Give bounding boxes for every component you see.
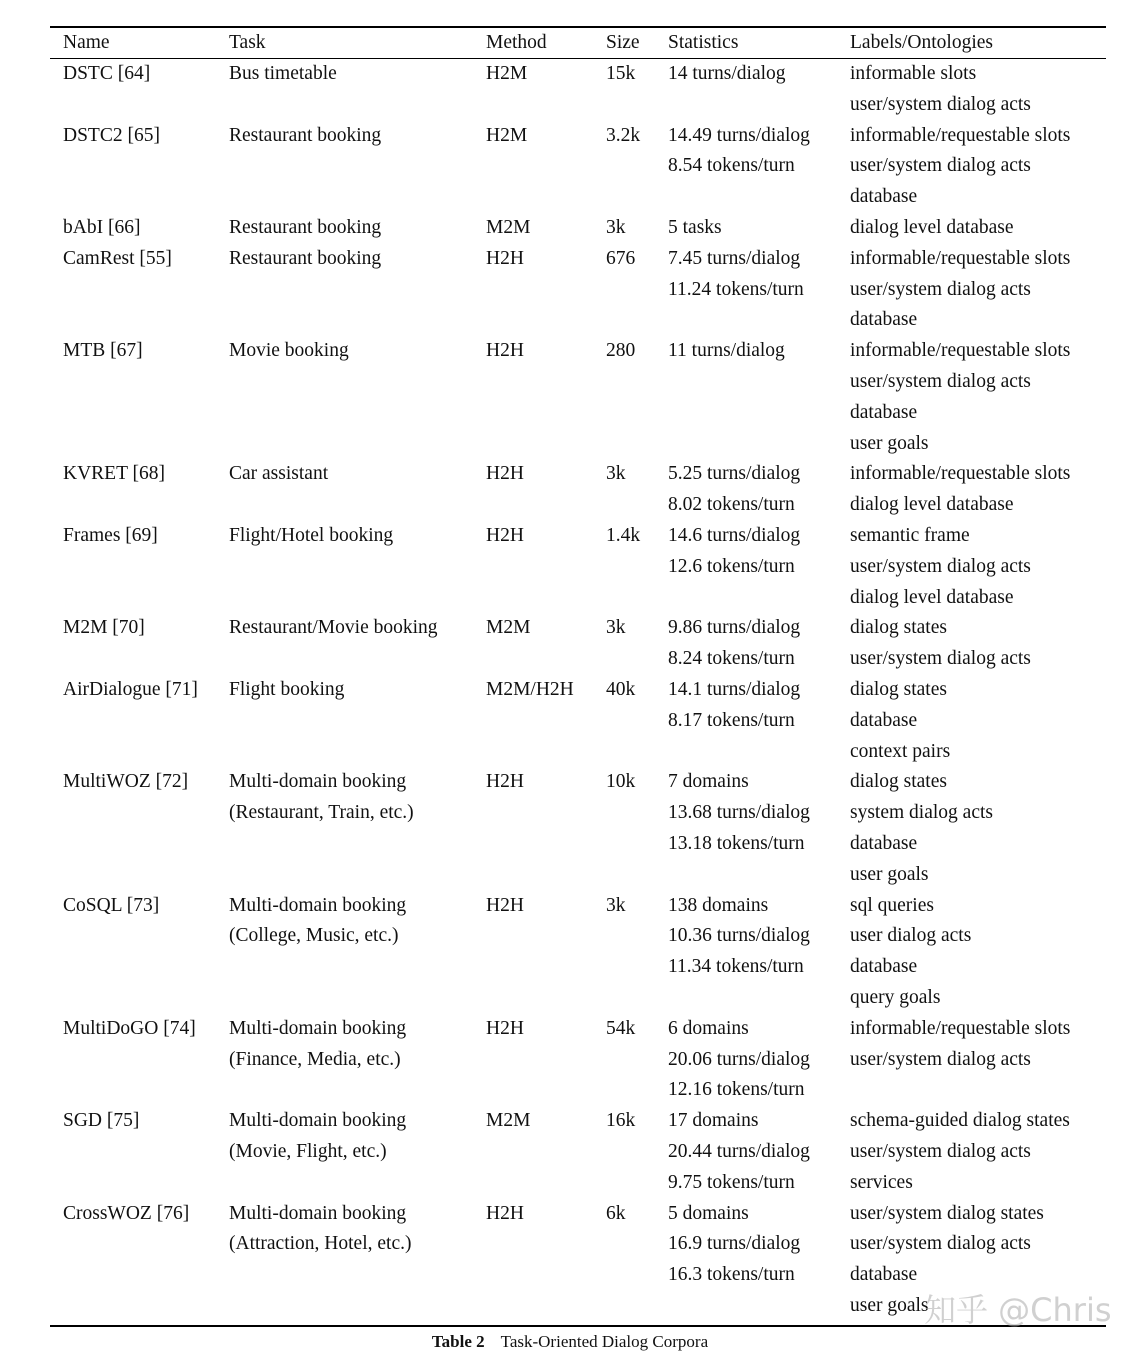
cell-size: 16k	[606, 1110, 636, 1132]
cell-labels-line: informable/requestable slots	[850, 124, 1071, 146]
cell-statistics-line: 138 domains	[668, 894, 769, 916]
cell-task-line: Multi-domain booking	[229, 894, 407, 916]
cell-statistics-line: 9.75 tokens/turn	[668, 1171, 795, 1193]
cell-labels-line: informable/requestable slots	[850, 247, 1071, 269]
cell-size: 54k	[606, 1017, 636, 1039]
cell-task	[229, 59, 337, 90]
cell-task-line: Multi-domain booking	[229, 1202, 407, 1224]
cell-task	[229, 336, 349, 367]
cell-statistics-line: 5 tasks	[668, 217, 722, 238]
cell-size: 280	[606, 340, 636, 362]
cell-labels-line: database	[850, 186, 918, 208]
cell-statistics-line: 11.34 tokens/turn	[668, 956, 804, 978]
cell-name: CamRest [55]	[63, 247, 172, 269]
cell-labels-line: user/system dialog acts	[850, 1233, 1031, 1255]
table-header-row	[0, 28, 1140, 58]
column-header-task: Task	[229, 32, 266, 53]
cell-method: H2H	[486, 1017, 524, 1039]
cell-labels-line: semantic frame	[850, 525, 970, 546]
cell-task	[229, 1106, 406, 1168]
cell-labels	[850, 336, 1070, 459]
cell-statistics	[668, 521, 800, 583]
table-row	[0, 244, 1140, 336]
cell-task-line: Restaurant booking	[229, 124, 382, 146]
cell-labels	[850, 59, 1031, 121]
cell-method: M2M	[486, 617, 531, 639]
cell-size: 3.2k	[606, 124, 641, 146]
column-header-name: Name	[63, 32, 110, 53]
cell-task-line: Car assistant	[229, 463, 329, 485]
cell-size: 3k	[606, 217, 626, 238]
table-row	[0, 1014, 1140, 1106]
cell-labels-line: dialog level database	[850, 586, 1014, 608]
cell-statistics-line: 20.06 turns/dialog	[668, 1048, 810, 1070]
cell-task	[229, 459, 328, 490]
cell-statistics-line: 10.36 turns/dialog	[668, 925, 810, 947]
cell-labels	[850, 767, 993, 890]
cell-labels-line: user goals	[850, 432, 929, 454]
cell-task-line: Flight/Hotel booking	[229, 525, 394, 546]
cell-labels-line: database	[850, 956, 918, 978]
cell-task	[229, 213, 381, 244]
cell-statistics	[668, 675, 800, 737]
cell-labels	[850, 675, 950, 767]
table-row	[0, 613, 1140, 675]
cell-task-line: (Movie, Flight, etc.)	[229, 1140, 387, 1162]
cell-statistics-line: 8.02 tokens/turn	[668, 494, 795, 516]
cell-labels-line: dialog states	[850, 617, 947, 639]
cell-labels	[850, 213, 1014, 244]
cell-statistics-line: 8.24 tokens/turn	[668, 648, 795, 670]
caption-text: Task-Oriented Dialog Corpora	[500, 1332, 709, 1351]
cell-size: 676	[606, 247, 636, 269]
cell-method: H2H	[486, 463, 524, 485]
cell-labels-line: database	[850, 309, 918, 331]
cell-size: 3k	[606, 894, 626, 916]
cell-method: M2M	[486, 217, 531, 238]
cell-task-line: (Restaurant, Train, etc.)	[229, 802, 414, 824]
cell-task-line: Restaurant/Movie booking	[229, 617, 438, 639]
cell-statistics-line: 13.18 tokens/turn	[668, 832, 805, 854]
cell-labels-line: user/system dialog acts	[850, 648, 1031, 670]
cell-task-line: (Finance, Media, etc.)	[229, 1048, 401, 1070]
cell-task-line: Multi-domain booking	[229, 1110, 407, 1132]
cell-method: H2M	[486, 124, 528, 146]
cell-statistics	[668, 213, 722, 244]
cell-statistics-line: 7 domains	[668, 771, 749, 793]
cell-size: 3k	[606, 463, 626, 485]
cell-statistics-line: 14.6 turns/dialog	[668, 525, 801, 546]
cell-method: H2H	[486, 340, 524, 362]
cell-statistics	[668, 336, 785, 367]
cell-statistics-line: 13.68 turns/dialog	[668, 802, 810, 824]
cell-statistics-line: 11.24 tokens/turn	[668, 278, 804, 300]
cell-labels-line: informable/requestable slots	[850, 340, 1071, 362]
cell-task-line: Movie booking	[229, 340, 349, 362]
cell-labels	[850, 613, 1031, 675]
cell-name: DSTC2 [65]	[63, 124, 160, 146]
cell-task-line: (Attraction, Hotel, etc.)	[229, 1233, 412, 1255]
cell-method: H2M	[486, 63, 528, 84]
cell-task-line: Flight booking	[229, 679, 345, 700]
cell-labels-line: database	[850, 401, 918, 423]
cell-task-line: Restaurant booking	[229, 217, 382, 238]
column-header-size: Size	[606, 32, 640, 53]
cell-labels-line: user/system dialog states	[850, 1202, 1044, 1224]
cell-task-line: Bus timetable	[229, 63, 337, 84]
cell-method: H2H	[486, 525, 524, 546]
cell-labels-line: user goals	[850, 863, 929, 885]
column-header-labels: Labels/Ontologies	[850, 32, 993, 53]
cell-statistics-line: 7.45 turns/dialog	[668, 247, 801, 269]
cell-task-line: Multi-domain booking	[229, 771, 407, 793]
cell-task	[229, 767, 414, 829]
cell-labels-line: sql queries	[850, 894, 934, 916]
cell-size: 1.4k	[606, 525, 641, 546]
cell-statistics-line: 14.1 turns/dialog	[668, 679, 801, 700]
cell-labels-line: dialog level database	[850, 217, 1014, 238]
cell-statistics-line: 12.6 tokens/turn	[668, 555, 795, 577]
table-row	[0, 213, 1140, 244]
cell-name: M2M [70]	[63, 617, 145, 639]
cell-name: AirDialogue [71]	[63, 679, 198, 700]
cell-statistics-line: 12.16 tokens/turn	[668, 1079, 805, 1101]
cell-size: 3k	[606, 617, 626, 639]
cell-labels-line: database	[850, 709, 918, 731]
cell-statistics	[668, 1106, 810, 1198]
cell-labels-line: services	[850, 1171, 913, 1193]
cell-name: KVRET [68]	[63, 463, 166, 485]
cell-statistics	[668, 613, 800, 675]
cell-statistics-line: 17 domains	[668, 1110, 759, 1132]
cell-task	[229, 521, 393, 552]
cell-labels-line: user/system dialog acts	[850, 555, 1031, 577]
cell-labels-line: user/system dialog acts	[850, 1140, 1031, 1162]
cell-size: 6k	[606, 1202, 626, 1224]
cell-name: DSTC [64]	[63, 63, 151, 84]
cell-labels	[850, 521, 1031, 613]
cell-name: bAbI [66]	[63, 217, 141, 238]
cell-statistics-line: 16.3 tokens/turn	[668, 1264, 795, 1286]
cell-statistics-line: 16.9 turns/dialog	[668, 1233, 801, 1255]
cell-statistics-line: 8.17 tokens/turn	[668, 709, 795, 731]
cell-labels-line: user/system dialog acts	[850, 155, 1031, 177]
cell-labels-line: user/system dialog acts	[850, 370, 1031, 392]
cell-labels-line: dialog level database	[850, 494, 1014, 516]
cell-labels-line: informable/requestable slots	[850, 1017, 1071, 1039]
cell-labels-line: user/system dialog acts	[850, 278, 1031, 300]
watermark: 知乎 @Chris	[924, 1291, 1112, 1329]
cell-labels	[850, 1014, 1070, 1076]
cell-labels-line: schema-guided dialog states	[850, 1110, 1070, 1132]
table-row	[0, 1106, 1140, 1198]
table-row	[0, 521, 1140, 613]
cell-task	[229, 244, 381, 275]
cell-statistics-line: 20.44 turns/dialog	[668, 1140, 810, 1162]
cell-statistics-line: 14 turns/dialog	[668, 63, 786, 84]
cell-task	[229, 613, 438, 644]
cell-labels	[850, 1106, 1070, 1198]
cell-name: MultiDoGO [74]	[63, 1017, 196, 1039]
cell-name: CoSQL [73]	[63, 894, 160, 916]
cell-method: M2M	[486, 1110, 531, 1132]
cell-name: MultiWOZ [72]	[63, 771, 189, 793]
cell-method: H2H	[486, 247, 524, 269]
cell-statistics-line: 11 turns/dialog	[668, 340, 785, 362]
cell-statistics	[668, 891, 810, 983]
cell-statistics-line: 5 domains	[668, 1202, 749, 1224]
column-header-method: Method	[486, 32, 547, 53]
cell-statistics-line: 14.49 turns/dialog	[668, 124, 810, 146]
cell-name: Frames [69]	[63, 525, 158, 546]
cell-task	[229, 675, 344, 706]
caption-label: Table 2	[431, 1332, 485, 1351]
cell-labels-line: informable slots	[850, 63, 977, 84]
table-row	[0, 675, 1140, 767]
cell-statistics-line: 9.86 turns/dialog	[668, 617, 801, 639]
cell-labels-line: user/system dialog acts	[850, 93, 1031, 115]
cell-labels-line: dialog states	[850, 771, 947, 793]
cell-statistics	[668, 1199, 800, 1291]
cell-labels	[850, 121, 1070, 213]
cell-size: 40k	[606, 679, 636, 700]
cell-task-line: Restaurant booking	[229, 247, 382, 269]
cell-statistics	[668, 767, 810, 859]
cell-statistics	[668, 121, 810, 183]
cell-labels	[850, 244, 1070, 336]
cell-task	[229, 1014, 406, 1076]
cell-name: SGD [75]	[63, 1110, 140, 1132]
cell-statistics-line: 8.54 tokens/turn	[668, 155, 795, 177]
cell-labels-line: database	[850, 1264, 918, 1286]
cell-task	[229, 121, 381, 152]
cell-size: 10k	[606, 771, 636, 793]
cell-statistics-line: 6 domains	[668, 1017, 749, 1039]
cell-task-line: Multi-domain booking	[229, 1017, 407, 1039]
cell-statistics	[668, 459, 800, 521]
table-caption	[0, 1330, 1140, 1354]
table-row	[0, 891, 1140, 1014]
cell-task-line: (College, Music, etc.)	[229, 925, 399, 947]
cell-task	[229, 1199, 411, 1261]
cell-labels	[850, 891, 971, 1014]
cell-statistics	[668, 1014, 810, 1106]
cell-labels-line: user/system dialog acts	[850, 1048, 1031, 1070]
cell-name: CrossWOZ [76]	[63, 1202, 190, 1224]
cell-labels	[850, 459, 1070, 521]
cell-labels-line: database	[850, 832, 918, 854]
cell-labels-line: query goals	[850, 986, 941, 1008]
column-header-statistics: Statistics	[668, 32, 739, 53]
table-row	[0, 459, 1140, 521]
cell-method: M2M/H2H	[486, 679, 574, 700]
cell-method: H2H	[486, 894, 524, 916]
cell-method: H2H	[486, 1202, 524, 1224]
cell-statistics	[668, 59, 786, 90]
cell-size: 15k	[606, 63, 636, 84]
cell-labels-line: user dialog acts	[850, 925, 972, 947]
table-row	[0, 59, 1140, 121]
cell-labels-line: dialog states	[850, 679, 947, 700]
cell-statistics	[668, 244, 804, 306]
table-row	[0, 767, 1140, 890]
cell-labels-line: context pairs	[850, 740, 951, 762]
table-row	[0, 336, 1140, 459]
cell-name: MTB [67]	[63, 340, 143, 362]
cell-labels-line: informable/requestable slots	[850, 463, 1071, 485]
cell-labels-line: user goals	[850, 1294, 929, 1316]
cell-labels-line: system dialog acts	[850, 802, 993, 824]
cell-task	[229, 891, 406, 953]
table-row	[0, 121, 1140, 213]
cell-statistics-line: 5.25 turns/dialog	[668, 463, 801, 485]
cell-method: H2H	[486, 771, 524, 793]
